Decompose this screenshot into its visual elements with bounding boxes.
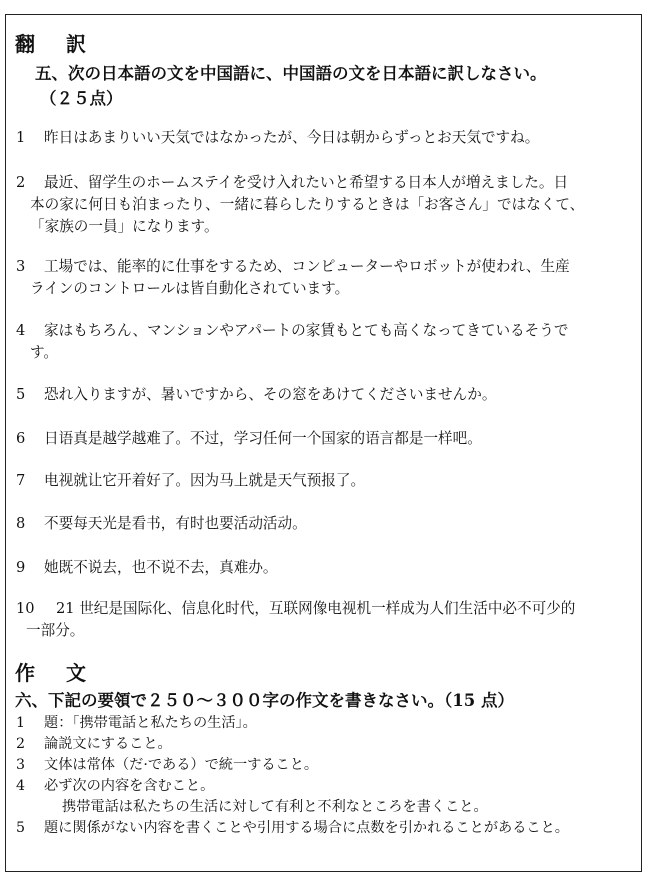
translation-item-3-continuation: ラインのコントロールは皆自動化されています。 [30,280,350,297]
item-text: 她既不说去，也不说不去，真难办。 [44,559,278,576]
translation-item-10-continuation: 一部分。 [26,622,85,639]
translation-item-4-continuation: す。 [30,344,59,361]
item-text: 題：「携帯電話と私たちの生活」。 [44,715,257,731]
composition-item [16,817,569,837]
item-text: 恐れ入りますが、暑いですから、その窓をあけてくださいませんか。 [44,386,497,403]
item-text: 日语真是越学越难了。不过，学习任何一个国家的语言都是一样吧。 [44,430,482,447]
composition-item [62,796,488,816]
translation-item-9 [16,556,278,577]
translation-heading: 翻 訳 [15,32,87,56]
item-number: 5 [16,386,26,403]
item-number: 8 [16,515,26,532]
translation-item-2-continuation: 本の家に何日も泊まったり、一緒に暮らしたりするときは「お客さん」ではなくて、 [30,196,585,213]
translation-item-3 [16,255,570,276]
translation-item-7 [16,469,365,490]
translation-item-4 [16,319,568,340]
item-number: 6 [16,430,26,447]
item-number: 1 [16,129,26,146]
item-text: 最近、留学生のホームステイを受け入れたいと希望する日本人が増えました。日 [44,174,569,191]
item-number: 2 [16,736,26,752]
translation-instruction: 五、次の日本語の文を中国語に、中国語の文を日本語に訳しなさい。 [35,64,547,83]
item-number: 4 [16,778,26,794]
item-text: 必ず次の内容を含むこと。 [44,778,215,794]
item-text: 論説文にすること。 [44,736,172,752]
item-text: 家はもちろん、マンションやアパートの家賃もとても高くなってきているそうで [44,322,569,339]
translation-item-2-continuation: 「家族の一員」になります。 [30,218,219,235]
composition-instruction: 六、下記の要領で２５０～３００字の作文を書きなさい。（15 点） [15,691,514,710]
composition-item [16,754,318,774]
item-number: 1 [16,715,26,731]
item-text: 不要每天光是看书，有时也要活动活动。 [44,515,307,532]
item-number: 7 [16,472,26,489]
translation-item-1 [16,126,539,147]
item-number: 9 [16,559,26,576]
item-number: 2 [16,174,26,191]
translation-item-8 [16,512,307,533]
translation-item-6 [16,427,482,448]
composition-heading: 作 文 [15,661,87,685]
item-number: 3 [16,258,26,275]
translation-item-10 [16,597,575,618]
item-text: 携帯電話は私たちの生活に対して有利と不利なところを書くこと。 [62,799,488,815]
item-number: 4 [16,322,26,339]
item-text: 昨日はあまりいい天気ではなかったが、今日は朝からずっとお天気ですね。 [44,129,540,146]
item-text: 工場では、能率的に仕事をするため、コンピューターやロボットが使われ、生産 [44,258,570,275]
item-number: 10 [16,600,35,617]
composition-item [16,775,214,795]
item-text: 題に関係がない内容を書くことや引用する場合に点数を引かれることがあること。 [44,820,569,836]
item-text: 文体は常体（だ·である）で統一すること。 [44,757,319,773]
item-number: 3 [16,757,26,773]
item-text: 电视就让它开着好了。因为马上就是天气预报了。 [44,472,366,489]
item-number: 5 [16,820,26,836]
composition-item [16,712,257,732]
translation-points: （２５点） [40,89,123,108]
translation-item-5 [16,383,496,404]
translation-item-2 [16,171,568,192]
composition-item [16,733,172,753]
item-text: 21 世纪是国际化、信息化时代，互联网像电视机一样成为人们生活中必不可少的 [56,600,576,617]
